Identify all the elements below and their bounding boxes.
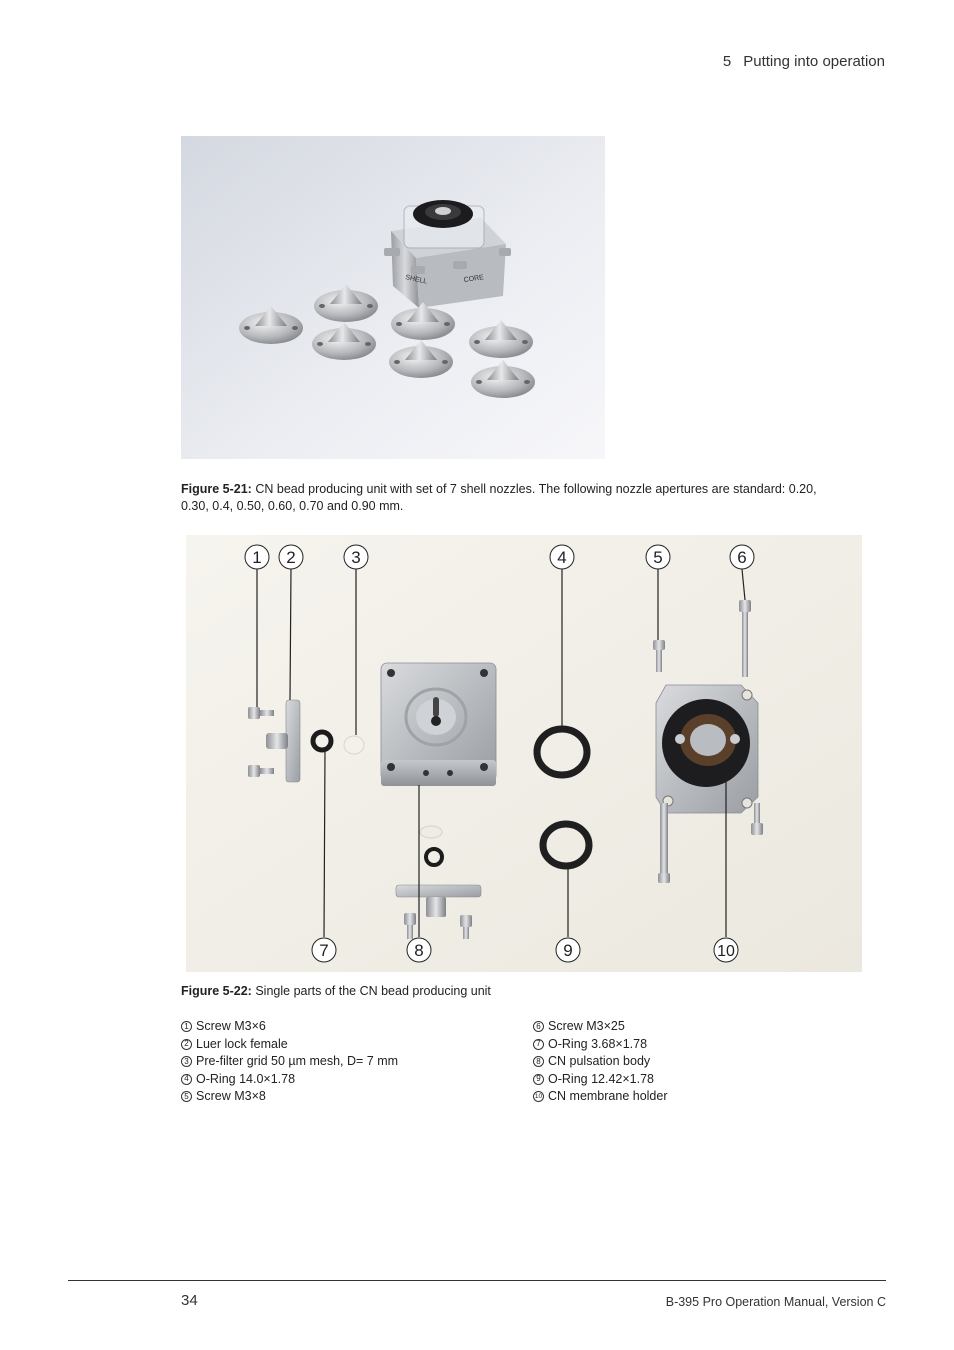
core-label: CORE xyxy=(463,274,485,284)
legend-item xyxy=(533,1036,668,1054)
legend-text: Screw M3×8 xyxy=(196,1089,266,1103)
legend-text: Luer lock female xyxy=(196,1036,288,1051)
legend-number: 6 xyxy=(533,1021,544,1032)
callout-9 xyxy=(556,938,580,962)
legend-text: O-Ring 3.68×1.78 xyxy=(548,1036,648,1051)
svg-text:5: 5 xyxy=(653,548,663,567)
callout-1 xyxy=(245,545,269,569)
legend-item xyxy=(533,1018,668,1036)
running-header xyxy=(723,53,885,70)
legend-item xyxy=(181,1088,398,1106)
svg-text:6: 6 xyxy=(737,548,747,567)
shell-label: SHELL xyxy=(404,274,428,286)
svg-text:10: 10 xyxy=(717,943,735,960)
callout-6 xyxy=(730,545,754,569)
legend-text: Screw M3×6 xyxy=(196,1019,266,1033)
figure-5-22-caption xyxy=(181,984,491,998)
figure-5-21-caption xyxy=(181,481,841,515)
svg-text:2: 2 xyxy=(286,548,296,567)
parts-legend-left xyxy=(181,1018,398,1106)
svg-text:8: 8 xyxy=(414,941,424,960)
legend-number: 1 xyxy=(181,1021,192,1032)
legend-item xyxy=(181,1036,398,1054)
legend-number: 3 xyxy=(181,1056,192,1067)
pre-filter-grid xyxy=(344,736,364,754)
caption-text: Single parts of the CN bead producing unit xyxy=(255,984,491,998)
legend-text: O-Ring 14.0×1.78 xyxy=(196,1071,296,1086)
svg-text:3: 3 xyxy=(351,548,361,567)
svg-text:7: 7 xyxy=(319,941,329,960)
callout-8 xyxy=(407,938,431,962)
svg-text:9: 9 xyxy=(563,941,573,960)
svg-text:4: 4 xyxy=(557,548,567,567)
footer-divider xyxy=(68,1280,886,1281)
legend-number: 5 xyxy=(181,1091,192,1102)
legend-text: CN pulsation body xyxy=(548,1054,651,1068)
callout-3 xyxy=(344,545,368,569)
legend-number: 2 xyxy=(181,1039,192,1050)
legend-text: Screw M3×25 xyxy=(548,1019,625,1033)
legend-number: 7 xyxy=(533,1039,544,1050)
legend-item xyxy=(181,1053,398,1071)
legend-text: CN membrane holder xyxy=(548,1089,668,1103)
legend-item xyxy=(533,1053,668,1071)
caption-label: Figure 5-21: xyxy=(181,482,252,496)
page-number: 34 xyxy=(181,1292,198,1309)
figure-5-21-photo xyxy=(181,136,605,459)
legend-number: 10 xyxy=(533,1091,544,1102)
legend-number: 4 xyxy=(181,1074,192,1085)
callout-7 xyxy=(312,938,336,962)
callout-10 xyxy=(714,938,738,962)
chapter-title: Putting into operation xyxy=(743,53,885,70)
caption-text: CN bead producing unit with set of 7 shell nozzles. The following nozzle apertures are standard: 0.20, 0.30, 0.4, 0.50, 0.60, 0.70 and 0.90 mm. xyxy=(181,482,817,513)
callout-5 xyxy=(646,545,670,569)
callout-2 xyxy=(279,545,303,569)
legend-number: 8 xyxy=(533,1056,544,1067)
callout-4 xyxy=(550,545,574,569)
chapter-number: 5 xyxy=(722,53,732,70)
legend-item xyxy=(533,1088,668,1106)
svg-text:1: 1 xyxy=(252,548,262,567)
figure-5-22-photo xyxy=(186,535,862,972)
legend-text: O-Ring 12.42×1.78 xyxy=(548,1071,654,1086)
cn-membrane-holder xyxy=(656,685,758,813)
legend-text: Pre-filter grid 50 µm mesh, D= 7 mm xyxy=(196,1054,399,1068)
legend-item xyxy=(533,1071,668,1089)
caption-label: Figure 5-22: xyxy=(181,984,252,998)
document-title: B-395 Pro Operation Manual, Version C xyxy=(665,1295,886,1309)
parts-legend-right xyxy=(533,1018,668,1106)
legend-item xyxy=(181,1018,398,1036)
cn-pulsation-body xyxy=(381,663,496,786)
legend-number: 9 xyxy=(533,1074,544,1085)
legend-item xyxy=(181,1071,398,1089)
